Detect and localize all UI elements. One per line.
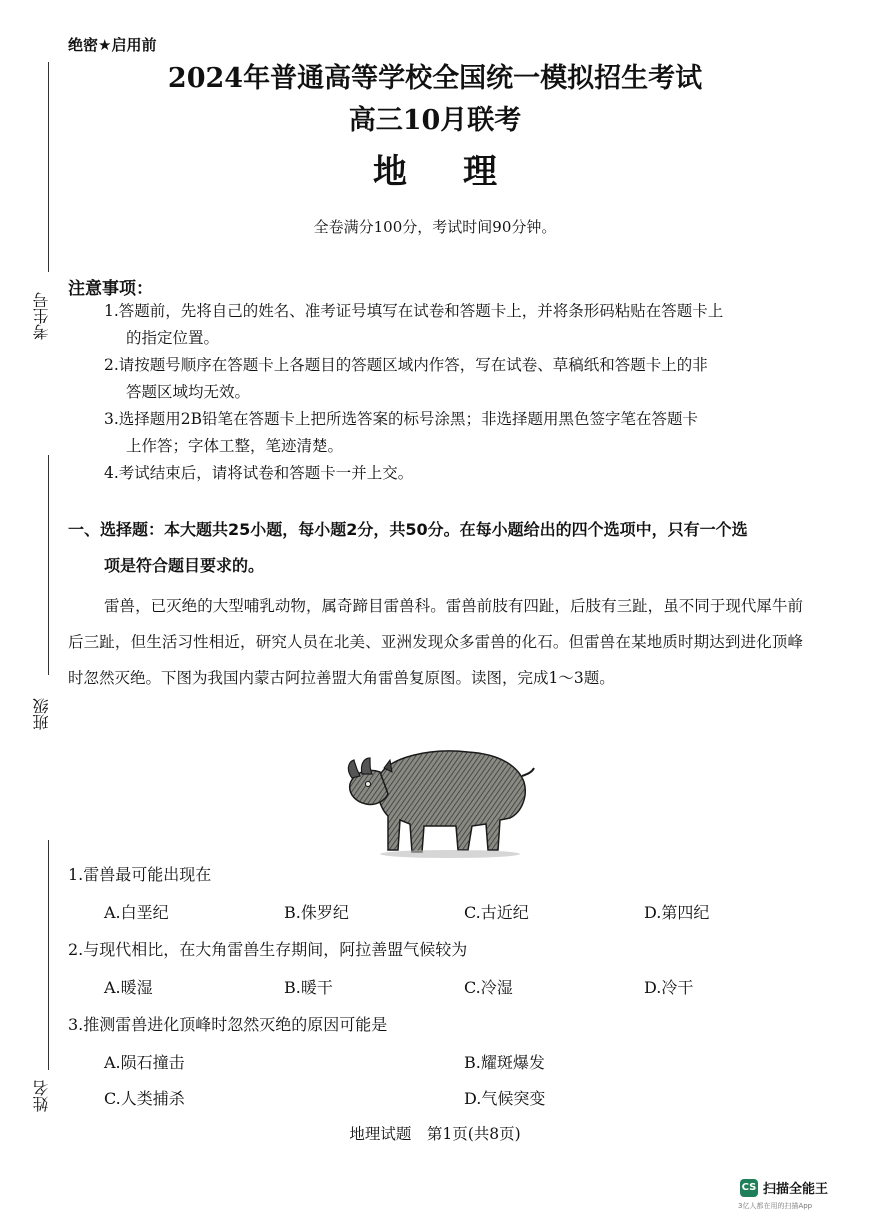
option-a: A.白垩纪: [104, 903, 169, 922]
option-c: C.人类捕杀: [104, 1089, 185, 1108]
section-heading: [68, 512, 803, 584]
note-line: 2.请按题号顺序在答题卡上各题目的答题区域内作答，写在试卷、草稿纸和答题卡上的非: [104, 356, 708, 374]
option-b: B.暖干: [284, 978, 333, 997]
option-d: D.第四纪: [644, 903, 710, 922]
option-a: A.陨石撞击: [104, 1053, 185, 1072]
note-line: 1.答题前，先将自己的姓名、准考证号填写在试卷和答题卡上，并将条形码粘贴在答题卡上: [104, 302, 724, 320]
option-b: B.侏罗纪: [284, 903, 349, 922]
confidential-mark: 绝密★启用前: [68, 36, 157, 54]
rhino-tail: [522, 768, 534, 776]
option-c: C.古近纪: [464, 903, 529, 922]
binding-line-middle: [48, 455, 49, 675]
option-a: A.暖湿: [104, 978, 153, 997]
section-line: 项是符合题目要求的。: [104, 556, 265, 575]
rhino-horn-left: [348, 760, 360, 778]
note-line: 3.选择题用2B铅笔在答题卡上把所选答案的标号涂黑；非选择题用黑色签字笔在答题卡: [104, 410, 699, 428]
reading-passage: 雷兽，已灭绝的大型哺乳动物，属奇蹄目雷兽科。雷兽前肢有四趾，后肢有三趾，虽不同于现代犀牛前后三趾，但生活习性相近，研究人员在北美、亚洲发现众多雷兽的化石。但雷兽在某地质时期达到进化顶峰时忽然灭绝。下图为我国内蒙古阿拉善盟大角雷兽复原图。读图，完成1～3题。: [68, 597, 803, 687]
score-time-note: 全卷满分100分，考试时间90分钟。: [313, 218, 557, 236]
subject-title: 地理: [373, 152, 553, 192]
brontothere-illustration: [340, 738, 535, 860]
rhino-shadow: [380, 850, 520, 858]
option-d: D.冷干: [644, 978, 694, 997]
class-label: 班级: [32, 698, 51, 730]
exam-title: 2024年普通高等学校全国统一模拟招生考试: [167, 63, 703, 94]
exam-number-label: 考生号: [32, 292, 51, 340]
note-item: [104, 298, 804, 352]
option-c: C.冷湿: [464, 978, 513, 997]
scanner-tagline: 3亿人都在用的扫描App: [738, 1202, 813, 1210]
scanner-logo: [740, 1178, 828, 1197]
note-line: 4.考试结束后，请将试卷和答题卡一并上交。: [104, 464, 414, 482]
rhino-eye: [366, 782, 371, 787]
rhino-horn-right: [361, 758, 372, 774]
section-line: 一、选择题：本大题共25小题，每小题2分，共50分。在每小题给出的四个选项中，只有一个选: [68, 520, 748, 539]
note-item: [104, 352, 804, 406]
page-footer: 地理试题 第1页(共8页): [349, 1125, 521, 1143]
note-line: 答题区域均无效。: [126, 383, 251, 401]
question-stem: 3.推测雷兽进化顶峰时忽然灭绝的原因可能是: [68, 1015, 388, 1034]
rhino-body: [377, 751, 525, 852]
note-line: 的指定位置。: [126, 329, 220, 347]
question-stem: 1.雷兽最可能出现在: [68, 865, 212, 884]
option-d: D.气候突变: [464, 1089, 546, 1108]
note-item: [104, 460, 804, 487]
scanner-app-icon: CS: [740, 1179, 758, 1197]
binding-line-bottom: [48, 840, 49, 1070]
scanner-app-name: 扫描全能王: [763, 1182, 829, 1197]
name-label: 姓名: [32, 1080, 51, 1112]
option-b: B.耀斑爆发: [464, 1053, 545, 1072]
exam-subtitle: 高三10月联考: [348, 105, 522, 136]
note-item: [104, 406, 804, 460]
note-line: 上作答；字体工整，笔迹清楚。: [126, 437, 344, 455]
question-stem: 2.与现代相比，在大角雷兽生存期间，阿拉善盟气候较为: [68, 940, 468, 959]
notes-heading: 注意事项：: [68, 279, 153, 299]
